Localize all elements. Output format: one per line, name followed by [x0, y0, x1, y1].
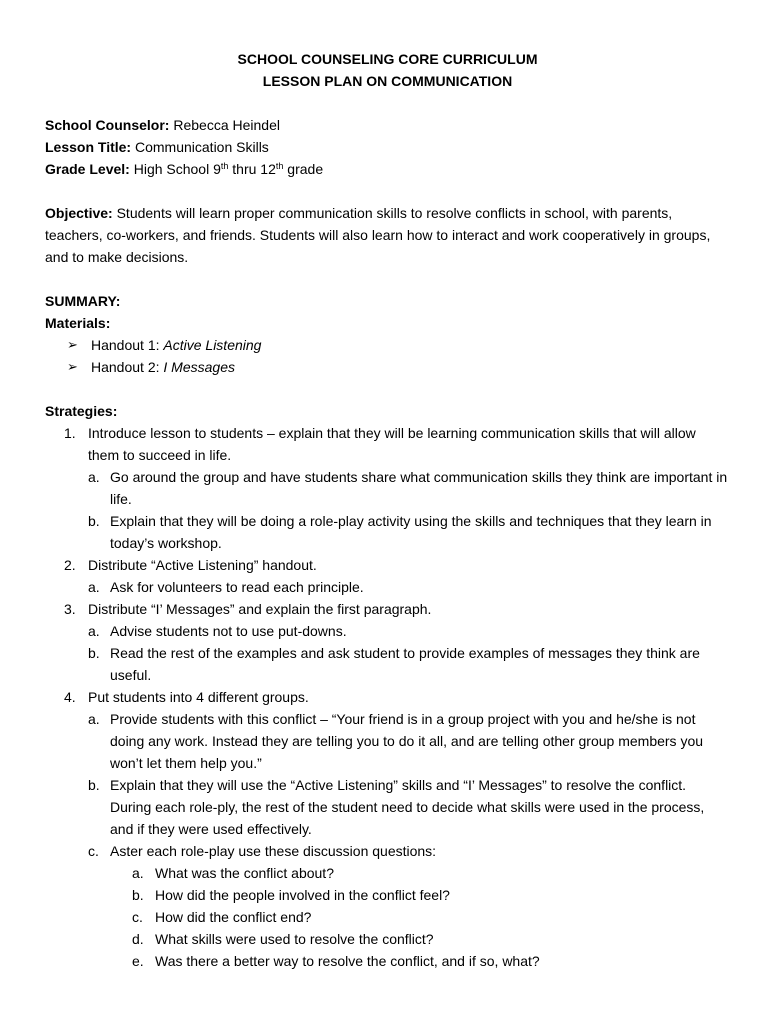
sub-step-letter: b.: [88, 513, 100, 529]
sub-step-letter: a.: [88, 469, 100, 485]
counselor-label: School Counselor:: [45, 117, 170, 133]
list-item: [45, 356, 730, 378]
step-number: 3.: [64, 601, 76, 617]
lesson-title-value: Communication Skills: [134, 139, 269, 155]
objective-text: Students will learn proper communication skills to resolve conflicts in school, with parents, teachers, co-workers, and friends. Students will also learn how to interact and work cooperatively in groups, and to make decisions.: [45, 205, 711, 265]
sub-step-letter: a.: [88, 623, 100, 639]
strategy-step: [45, 422, 730, 554]
objective-paragraph: [45, 202, 730, 268]
sub-step-letter: b.: [88, 777, 100, 793]
strategies-heading: Strategies:: [45, 403, 118, 419]
sub-step: [88, 774, 730, 840]
counselor-line: [45, 114, 730, 136]
step-text: Distribute “I’ Messages” and explain the first paragraph.: [88, 601, 432, 617]
materials-heading: Materials:: [45, 315, 111, 331]
grade-prefix: High School 9: [133, 161, 221, 177]
grade-level-value: [134, 161, 323, 177]
question-letter: a.: [132, 865, 144, 881]
sub-step: [88, 642, 730, 686]
materials-list: [45, 334, 730, 378]
grade-level-label: Grade Level:: [45, 161, 130, 177]
list-item: [45, 334, 730, 356]
strategy-step: [45, 554, 730, 598]
sub-steps: [88, 620, 730, 686]
step-number: 2.: [64, 557, 76, 573]
step-number: 1.: [64, 425, 76, 441]
material-title: I Messages: [163, 359, 235, 375]
spacer: [45, 378, 730, 400]
discussion-question: [132, 884, 730, 906]
document-body: [45, 48, 730, 972]
spacer: [45, 180, 730, 202]
step-text: Put students into 4 different groups.: [88, 689, 309, 705]
sub-step: [88, 840, 730, 972]
sub-step-letter: a.: [88, 579, 100, 595]
material-title: Active Listening: [163, 337, 262, 353]
question-text: Was there a better way to resolve the conflict, and if so, what?: [155, 953, 540, 969]
sub-step: [88, 620, 730, 642]
sub-step-letter: c.: [88, 843, 99, 859]
sub-step-letter: b.: [88, 645, 100, 661]
grade-level-line: [45, 158, 730, 180]
material-prefix: Handout 1:: [91, 337, 164, 353]
strategies-list: [45, 422, 730, 972]
sub-step-text: Read the rest of the examples and ask student to provide examples of messages they think are useful.: [110, 645, 700, 683]
question-letter: c.: [132, 909, 143, 925]
sub-steps: [88, 708, 730, 972]
grade-sup-2: th: [275, 161, 284, 171]
sub-step-text: Advise students not to use put-downs.: [110, 623, 347, 639]
discussion-question: [132, 862, 730, 884]
sub-step: [88, 466, 730, 510]
question-text: What skills were used to resolve the conflict?: [155, 931, 434, 947]
sub-step-text: Aster each role-play use these discussion questions:: [110, 843, 437, 859]
spacer: [45, 268, 730, 290]
step-text: Introduce lesson to students – explain that they will be learning communication skills that will allow them to succeed in life.: [88, 425, 696, 463]
step-number: 4.: [64, 689, 76, 705]
summary-heading: SUMMARY:: [45, 293, 121, 309]
grade-sup-1: th: [220, 161, 229, 171]
discussion-question: [132, 928, 730, 950]
title-line-1: SCHOOL COUNSELING CORE CURRICULUM: [237, 51, 538, 67]
sub-step: [88, 576, 730, 598]
title-line-2: LESSON PLAN ON COMMUNICATION: [262, 73, 513, 89]
sub-steps: [88, 466, 730, 554]
step-text: Distribute “Active Listening” handout.: [88, 557, 317, 573]
sub-step-text: Explain that they will be doing a role-play activity using the skills and techniques that they learn in today’s workshop.: [110, 513, 712, 551]
sub-step: [88, 708, 730, 774]
question-letter: d.: [132, 931, 144, 947]
sub-step-text: Ask for volunteers to read each principle.: [110, 579, 364, 595]
grade-suffix: grade: [283, 161, 324, 177]
discussion-question: [132, 906, 730, 928]
question-letter: b.: [132, 887, 144, 903]
discussion-questions: [110, 862, 730, 972]
strategy-step: [45, 598, 730, 686]
discussion-question: [132, 950, 730, 972]
sub-step-text: Provide students with this conflict – “Your friend is in a group project with you and he/she is not doing any work. Instead they are telling you to do it all, and are telling other group members you won’t let them help you.”: [110, 711, 704, 771]
material-prefix: Handout 2:: [91, 359, 164, 375]
question-letter: e.: [132, 953, 144, 969]
sub-step: [88, 510, 730, 554]
spacer: [45, 92, 730, 114]
sub-steps: [88, 576, 730, 598]
arrow-bullet-icon: ➢: [67, 359, 78, 374]
question-text: What was the conflict about?: [155, 865, 334, 881]
sub-step-text: Explain that they will use the “Active Listening” skills and “I’ Messages” to resolve the conflict. During each role-ply, the rest of the student need to decide what skills were used in the process, and if they were used effectively.: [110, 777, 705, 837]
sub-step-text: Go around the group and have students share what communication skills they think are important in life.: [110, 469, 728, 507]
lesson-title-label: Lesson Title:: [45, 139, 132, 155]
sub-step-letter: a.: [88, 711, 100, 727]
strategy-step: [45, 686, 730, 972]
grade-mid: thru 12: [228, 161, 276, 177]
lesson-title-line: [45, 136, 730, 158]
question-text: How did the conflict end?: [155, 909, 312, 925]
arrow-bullet-icon: ➢: [67, 337, 78, 352]
question-text: How did the people involved in the conflict feel?: [155, 887, 450, 903]
objective-label: Objective:: [45, 205, 113, 221]
counselor-value: Rebecca Heindel: [173, 117, 280, 133]
